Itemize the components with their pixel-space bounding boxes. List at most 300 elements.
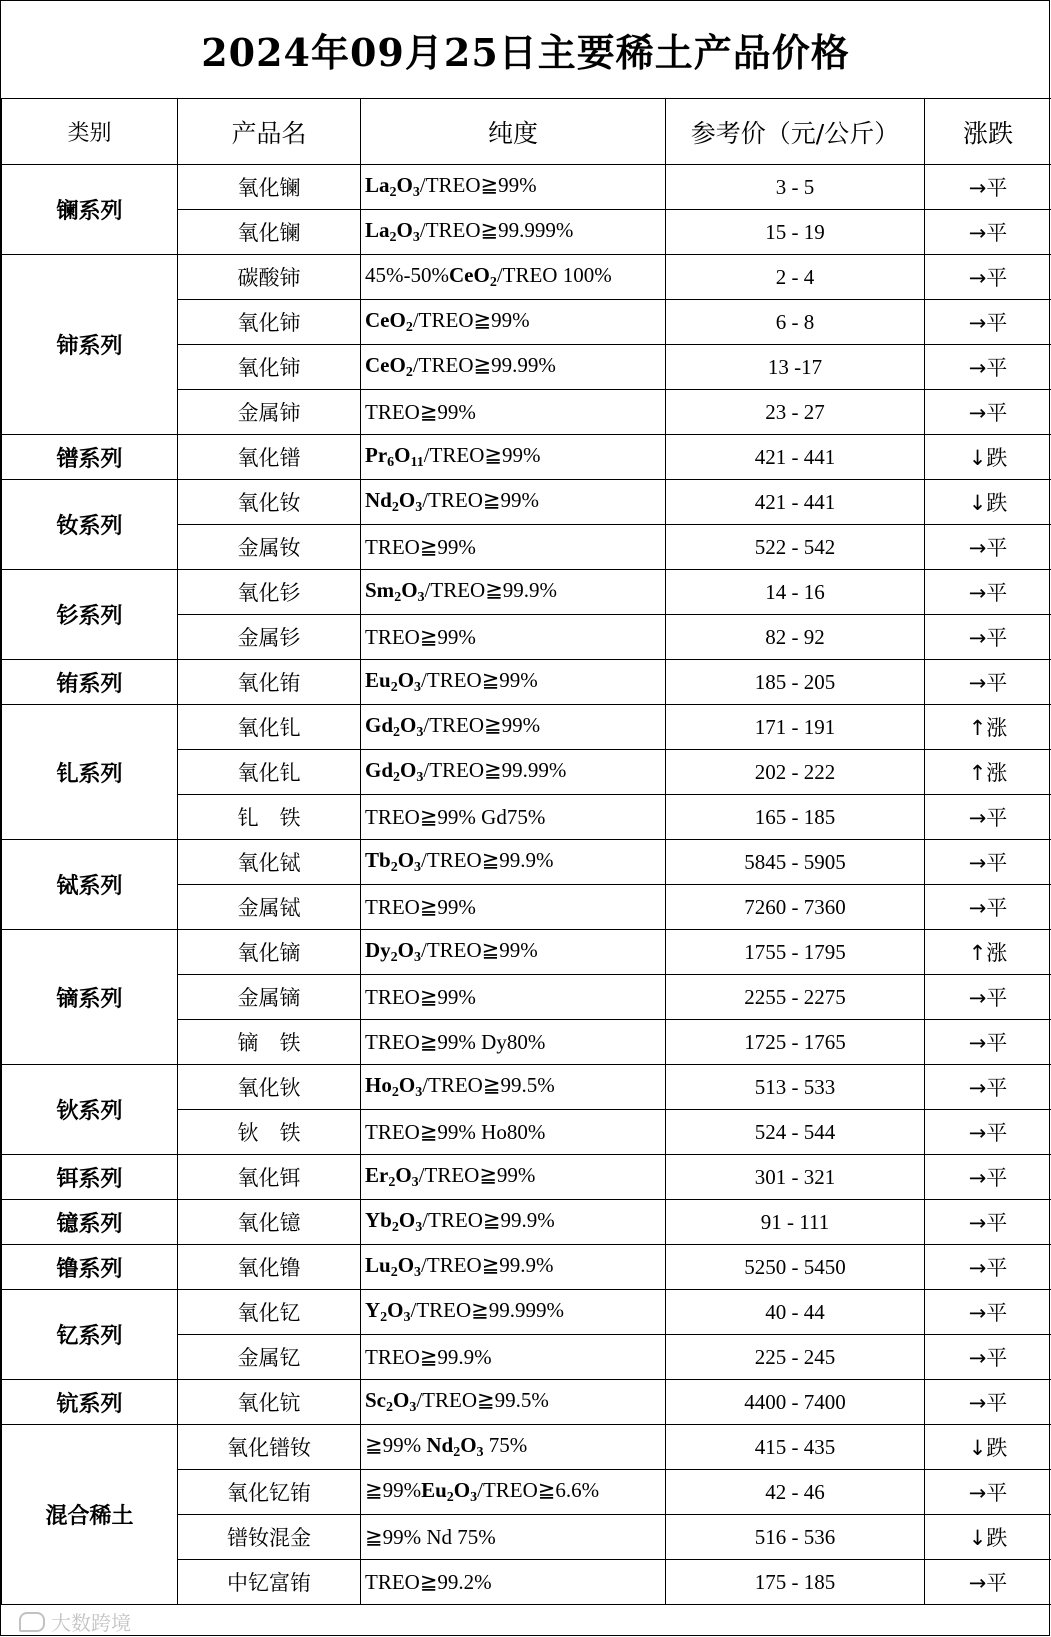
purity-suffix: /TREO≧99.999% — [419, 218, 574, 242]
product-name-cell: 氧化钇 — [178, 1290, 361, 1335]
formula-element: Nd — [426, 1433, 454, 1457]
purity-suffix: /TREO≧99% — [422, 488, 539, 512]
price-cell: 23 - 27 — [666, 390, 925, 435]
price-cell: 42 - 46 — [666, 1470, 925, 1515]
formula-subscript: 11 — [410, 455, 424, 470]
formula-subscript: 2 — [393, 725, 401, 740]
purity-cell — [361, 840, 666, 885]
table-row — [2, 705, 1051, 750]
category-cell: 混合稀土 — [2, 1425, 178, 1605]
chemical-formula — [365, 1253, 422, 1280]
change-cell: →平 — [925, 255, 1051, 300]
purity-suffix: /TREO≧99.9% — [424, 578, 558, 602]
header-purity: 纯度 — [361, 99, 666, 165]
purity-cell — [361, 525, 666, 570]
price-cell: 524 - 544 — [666, 1110, 925, 1155]
change-cell: →平 — [925, 795, 1051, 840]
formula-subscript: 2 — [489, 275, 497, 290]
change-cell: →平 — [925, 1155, 1051, 1200]
formula-subscript: 3 — [416, 770, 424, 785]
change-cell: →平 — [925, 1380, 1051, 1425]
chemical-formula — [365, 1208, 423, 1235]
chemical-formula — [365, 938, 422, 965]
watermark-text: 大数跨境 — [51, 1611, 131, 1635]
purity-cell — [361, 1425, 666, 1470]
purity-suffix: /TREO≧99.9% — [421, 1253, 554, 1277]
formula-subscript: 2 — [390, 1265, 398, 1280]
purity-suffix: /TREO≧99.9% — [422, 1208, 555, 1232]
purity-cell — [361, 1560, 666, 1605]
purity-cell — [361, 210, 666, 255]
formula-subscript: 2 — [380, 1310, 388, 1325]
product-name-cell: 金属铽 — [178, 885, 361, 930]
purity-cell — [361, 480, 666, 525]
formula-subscript: 2 — [386, 1400, 393, 1415]
purity-cell — [361, 390, 666, 435]
formula-subscript: 3 — [414, 950, 422, 965]
formula-element: O — [398, 1073, 416, 1097]
price-cell: 421 - 441 — [666, 480, 925, 525]
product-name-cell: 氧化铒 — [178, 1155, 361, 1200]
price-cell: 522 - 542 — [666, 525, 925, 570]
formula-subscript: 6 — [387, 455, 395, 470]
change-cell: →平 — [925, 570, 1051, 615]
formula-element: CeO — [365, 308, 406, 332]
table-row — [2, 255, 1051, 300]
purity-prefix: TREO≧99% Gd75% — [365, 804, 546, 829]
formula-subscript: 2 — [405, 365, 413, 380]
chemical-formula — [365, 443, 424, 470]
product-name-cell: 氧化镥 — [178, 1245, 361, 1290]
purity-suffix: /TREO≧99.999% — [410, 1298, 565, 1322]
formula-element: O — [398, 1208, 416, 1232]
chemical-formula — [365, 713, 424, 740]
purity-suffix: /TREO 100% — [496, 263, 612, 287]
formula-subscript: 2 — [391, 1220, 399, 1235]
purity-suffix: 75% — [483, 1433, 528, 1457]
product-name-cell: 氧化钇铕 — [178, 1470, 361, 1515]
purity-cell — [361, 435, 666, 480]
category-cell: 镨系列 — [2, 435, 178, 480]
chemical-formula — [365, 173, 420, 200]
product-name-cell: 氧化钐 — [178, 570, 361, 615]
purity-cell — [361, 1515, 666, 1560]
change-cell: ↓跌 — [925, 435, 1051, 480]
category-cell: 铒系列 — [2, 1155, 178, 1200]
purity-cell — [361, 795, 666, 840]
product-name-cell: 氧化镧 — [178, 165, 361, 210]
category-cell: 铕系列 — [2, 660, 178, 705]
formula-element: Gd — [365, 713, 394, 737]
purity-cell — [361, 255, 666, 300]
purity-cell — [361, 1065, 666, 1110]
formula-element: O — [393, 1388, 410, 1412]
category-cell: 镝系列 — [2, 930, 178, 1065]
price-cell: 185 - 205 — [666, 660, 925, 705]
product-name-cell: 氧化铈 — [178, 300, 361, 345]
product-name-cell: 钬 铁 — [178, 1110, 361, 1155]
product-name-cell: 金属铈 — [178, 390, 361, 435]
product-name-cell: 金属钐 — [178, 615, 361, 660]
change-cell: →平 — [925, 975, 1051, 1020]
formula-subscript: 3 — [415, 1085, 423, 1100]
formula-element: O — [397, 668, 415, 692]
table-row — [2, 840, 1051, 885]
change-cell: →平 — [925, 210, 1051, 255]
product-name-cell: 金属钇 — [178, 1335, 361, 1380]
chemical-formula — [365, 1163, 419, 1190]
formula-subscript: 2 — [453, 1445, 461, 1460]
purity-prefix: 45%-50% — [365, 263, 449, 287]
formula-subscript: 3 — [409, 1400, 417, 1415]
header-price: 参考价（元/公斤） — [666, 99, 925, 165]
formula-subscript: 3 — [411, 1175, 419, 1190]
page-title: 2024年09月25日主要稀土产品价格 — [201, 30, 850, 75]
price-cell: 171 - 191 — [666, 705, 925, 750]
change-cell: →平 — [925, 660, 1051, 705]
change-cell: →平 — [925, 1020, 1051, 1065]
price-cell: 4400 - 7400 — [666, 1380, 925, 1425]
formula-element: Dy — [365, 938, 391, 962]
formula-element: Yb — [365, 1208, 392, 1232]
purity-suffix: /TREO≧6.6% — [477, 1478, 600, 1502]
category-cell: 钆系列 — [2, 705, 178, 840]
purity-cell — [361, 1470, 666, 1515]
formula-element: O — [387, 1298, 404, 1322]
chemical-formula — [365, 848, 422, 875]
chemical-formula — [448, 263, 497, 290]
product-name-cell: 氧化铕 — [178, 660, 361, 705]
change-cell: →平 — [925, 1290, 1051, 1335]
formula-subscript: 2 — [389, 185, 397, 200]
formula-element: CeO — [365, 353, 406, 377]
formula-element: Y — [365, 1298, 381, 1322]
price-cell: 421 - 441 — [666, 435, 925, 480]
price-cell: 415 - 435 — [666, 1425, 925, 1470]
purity-suffix: /TREO≧99% — [421, 938, 538, 962]
chemical-formula — [365, 668, 422, 695]
formula-subscript: 3 — [470, 1490, 478, 1505]
change-cell: →平 — [925, 390, 1051, 435]
price-cell: 513 - 533 — [666, 1065, 925, 1110]
purity-suffix: /TREO≧99.9% — [421, 848, 554, 872]
price-cell: 5250 - 5450 — [666, 1245, 925, 1290]
formula-subscript: 2 — [391, 500, 399, 515]
formula-subscript: 3 — [416, 725, 424, 740]
formula-element: O — [397, 1253, 415, 1277]
purity-suffix: /TREO≧99% — [423, 443, 541, 467]
purity-suffix: /TREO≧99.99% — [423, 758, 567, 782]
watermark-logo-icon — [19, 1612, 45, 1632]
price-cell: 2 - 4 — [666, 255, 925, 300]
purity-suffix: /TREO≧99.5% — [422, 1073, 555, 1097]
price-table — [1, 98, 1051, 1605]
formula-subscript: 3 — [412, 230, 420, 245]
formula-element: O — [400, 713, 417, 737]
chemical-formula — [421, 1478, 478, 1505]
formula-subscript: 2 — [388, 1175, 396, 1190]
formula-element: Eu — [365, 668, 391, 692]
change-cell: ↓跌 — [925, 1425, 1051, 1470]
table-row — [2, 1155, 1051, 1200]
price-cell: 82 - 92 — [666, 615, 925, 660]
category-cell: 镱系列 — [2, 1200, 178, 1245]
product-name-cell: 氧化镨钕 — [178, 1425, 361, 1470]
category-cell: 镧系列 — [2, 165, 178, 255]
formula-element: Sc — [365, 1388, 386, 1412]
formula-element: O — [460, 1433, 477, 1457]
change-cell: →平 — [925, 1470, 1051, 1515]
price-cell: 5845 - 5905 — [666, 840, 925, 885]
chemical-formula — [365, 1388, 417, 1415]
purity-prefix: TREO≧99.2% — [365, 1569, 492, 1594]
change-cell: ↓跌 — [925, 480, 1051, 525]
category-cell: 钐系列 — [2, 570, 178, 660]
formula-element: O — [400, 758, 417, 782]
category-cell: 铈系列 — [2, 255, 178, 435]
formula-element: O — [396, 173, 413, 197]
price-cell: 2255 - 2275 — [666, 975, 925, 1020]
purity-cell — [361, 300, 666, 345]
product-name-cell: 氧化钕 — [178, 480, 361, 525]
price-cell: 91 - 111 — [666, 1200, 925, 1245]
product-name-cell: 氧化镧 — [178, 210, 361, 255]
change-cell: →平 — [925, 525, 1051, 570]
formula-element: O — [396, 218, 413, 242]
formula-element: La — [365, 173, 390, 197]
formula-element: O — [395, 1163, 412, 1187]
category-cell: 钪系列 — [2, 1380, 178, 1425]
price-cell: 301 - 321 — [666, 1155, 925, 1200]
purity-prefix: TREO≧99% Dy80% — [365, 1029, 546, 1054]
table-row — [2, 1425, 1051, 1470]
product-name-cell: 氧化钬 — [178, 1065, 361, 1110]
formula-element: Tb — [365, 848, 391, 872]
purity-prefix: TREO≧99% — [365, 399, 476, 424]
price-cell: 202 - 222 — [666, 750, 925, 795]
purity-cell — [361, 615, 666, 660]
formula-element: Eu — [421, 1478, 447, 1502]
formula-element: O — [397, 848, 415, 872]
header-change: 涨跌 — [925, 99, 1051, 165]
purity-suffix: /TREO≧99% — [423, 713, 541, 737]
price-cell: 15 - 19 — [666, 210, 925, 255]
product-name-cell: 氧化镱 — [178, 1200, 361, 1245]
price-table-body — [2, 165, 1051, 1605]
change-cell: →平 — [925, 1200, 1051, 1245]
purity-cell — [361, 165, 666, 210]
formula-subscript: 2 — [390, 950, 398, 965]
table-row — [2, 570, 1051, 615]
change-cell: ↑涨 — [925, 750, 1051, 795]
price-cell: 175 - 185 — [666, 1560, 925, 1605]
product-name-cell: 氧化镝 — [178, 930, 361, 975]
formula-subscript: 3 — [476, 1445, 484, 1460]
change-cell: →平 — [925, 1335, 1051, 1380]
purity-prefix: TREO≧99% — [365, 624, 476, 649]
change-cell: →平 — [925, 1560, 1051, 1605]
purity-prefix: TREO≧99% — [365, 534, 476, 559]
price-cell: 40 - 44 — [666, 1290, 925, 1335]
product-name-cell: 金属钕 — [178, 525, 361, 570]
price-cell: 13 -17 — [666, 345, 925, 390]
purity-cell — [361, 660, 666, 705]
formula-subscript: 2 — [391, 1085, 399, 1100]
product-name-cell: 氧化钆 — [178, 750, 361, 795]
change-cell: →平 — [925, 615, 1051, 660]
formula-subscript: 2 — [390, 860, 398, 875]
price-cell: 7260 - 7360 — [666, 885, 925, 930]
purity-suffix: /TREO≧99% — [418, 1163, 536, 1187]
formula-element: Gd — [365, 758, 394, 782]
chemical-formula — [365, 578, 425, 605]
change-cell: ↑涨 — [925, 930, 1051, 975]
product-name-cell: 镝 铁 — [178, 1020, 361, 1065]
purity-cell — [361, 705, 666, 750]
purity-prefix: ≧99% — [365, 1433, 427, 1457]
header-row — [2, 99, 1051, 165]
table-row — [2, 435, 1051, 480]
formula-element: O — [401, 578, 418, 602]
formula-subscript: 3 — [417, 590, 425, 605]
change-cell: →平 — [925, 885, 1051, 930]
formula-subscript: 3 — [414, 1265, 422, 1280]
change-cell: →平 — [925, 1065, 1051, 1110]
purity-cell — [361, 345, 666, 390]
purity-cell — [361, 570, 666, 615]
formula-element: O — [398, 488, 416, 512]
purity-cell — [361, 975, 666, 1020]
purity-prefix: TREO≧99% — [365, 894, 476, 919]
purity-suffix: /TREO≧99% — [412, 308, 530, 332]
purity-prefix: ≧99% Nd 75% — [365, 1524, 496, 1549]
category-cell: 镥系列 — [2, 1245, 178, 1290]
formula-subscript: 2 — [405, 320, 413, 335]
price-cell: 516 - 536 — [666, 1515, 925, 1560]
formula-element: O — [397, 938, 415, 962]
formula-element: La — [365, 218, 390, 242]
formula-subscript: 2 — [394, 590, 402, 605]
purity-cell — [361, 1380, 666, 1425]
purity-cell — [361, 750, 666, 795]
purity-cell — [361, 885, 666, 930]
price-cell: 14 - 16 — [666, 570, 925, 615]
product-name-cell: 镨钕混金 — [178, 1515, 361, 1560]
purity-prefix: ≧99% — [365, 1478, 422, 1502]
category-cell: 钬系列 — [2, 1065, 178, 1155]
price-cell: 1725 - 1765 — [666, 1020, 925, 1065]
formula-element: CeO — [448, 263, 490, 287]
chemical-formula — [365, 308, 413, 335]
price-cell: 1755 - 1795 — [666, 930, 925, 975]
change-cell: ↑涨 — [925, 705, 1051, 750]
table-row — [2, 930, 1051, 975]
purity-cell — [361, 1155, 666, 1200]
price-cell: 225 - 245 — [666, 1335, 925, 1380]
formula-element: O — [394, 443, 411, 467]
change-cell: ↓跌 — [925, 1515, 1051, 1560]
formula-element: Pr — [365, 443, 388, 467]
product-name-cell: 钆 铁 — [178, 795, 361, 840]
change-cell: →平 — [925, 345, 1051, 390]
table-row — [2, 1380, 1051, 1425]
change-cell: →平 — [925, 300, 1051, 345]
category-cell: 铽系列 — [2, 840, 178, 930]
formula-element: Ho — [365, 1073, 392, 1097]
product-name-cell: 金属镝 — [178, 975, 361, 1020]
chemical-formula — [365, 353, 413, 380]
table-row — [2, 660, 1051, 705]
product-name-cell: 氧化钪 — [178, 1380, 361, 1425]
purity-suffix: /TREO≧99% — [419, 173, 537, 197]
product-name-cell: 氧化钆 — [178, 705, 361, 750]
purity-cell — [361, 930, 666, 975]
price-cell: 3 - 5 — [666, 165, 925, 210]
product-name-cell: 氧化镨 — [178, 435, 361, 480]
purity-suffix: /TREO≧99.99% — [412, 353, 556, 377]
formula-subscript: 3 — [414, 680, 422, 695]
watermark — [19, 1607, 131, 1636]
chemical-formula — [365, 1073, 423, 1100]
product-name-cell: 中钇富铕 — [178, 1560, 361, 1605]
table-row — [2, 1245, 1051, 1290]
chemical-formula — [365, 218, 420, 245]
chemical-formula — [365, 1298, 411, 1325]
formula-subscript: 3 — [414, 860, 422, 875]
category-cell: 钇系列 — [2, 1290, 178, 1380]
chemical-formula — [365, 758, 424, 785]
chemical-formula — [426, 1433, 484, 1460]
purity-cell — [361, 1335, 666, 1380]
price-cell: 6 - 8 — [666, 300, 925, 345]
category-cell: 钕系列 — [2, 480, 178, 570]
formula-element: Sm — [365, 578, 395, 602]
change-cell: →平 — [925, 840, 1051, 885]
formula-element: Er — [365, 1163, 389, 1187]
purity-cell — [361, 1110, 666, 1155]
purity-cell — [361, 1020, 666, 1065]
formula-subscript: 3 — [403, 1310, 411, 1325]
formula-subscript: 2 — [390, 680, 398, 695]
change-cell: →平 — [925, 1110, 1051, 1155]
table-row — [2, 1200, 1051, 1245]
formula-subscript: 2 — [389, 230, 397, 245]
table-row — [2, 165, 1051, 210]
formula-element: O — [453, 1478, 471, 1502]
table-row — [2, 1065, 1051, 1110]
purity-suffix: /TREO≧99% — [421, 668, 538, 692]
purity-cell — [361, 1200, 666, 1245]
formula-element: Lu — [365, 1253, 391, 1277]
formula-subscript: 2 — [393, 770, 401, 785]
change-cell: →平 — [925, 165, 1051, 210]
formula-subscript: 3 — [415, 1220, 423, 1235]
price-cell: 165 - 185 — [666, 795, 925, 840]
header-category: 类别 — [2, 99, 178, 165]
formula-element: Nd — [365, 488, 392, 512]
purity-prefix: TREO≧99% — [365, 984, 476, 1009]
table-row — [2, 480, 1051, 525]
header-name: 产品名 — [178, 99, 361, 165]
table-row — [2, 1290, 1051, 1335]
chemical-formula — [365, 488, 423, 515]
purity-prefix: TREO≧99% Ho80% — [365, 1119, 546, 1144]
purity-suffix: /TREO≧99.5% — [416, 1388, 549, 1412]
formula-subscript: 3 — [412, 185, 420, 200]
product-name-cell: 氧化铽 — [178, 840, 361, 885]
change-cell: →平 — [925, 1245, 1051, 1290]
product-name-cell: 碳酸铈 — [178, 255, 361, 300]
